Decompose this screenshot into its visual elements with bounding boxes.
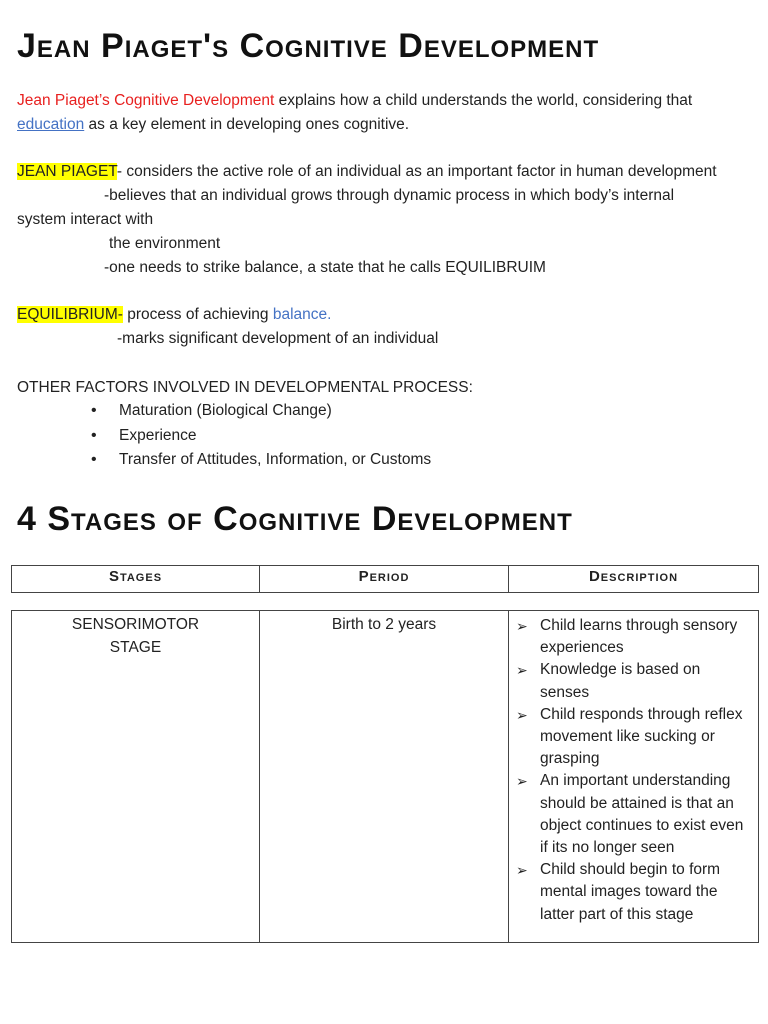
intro-highlight: Jean Piaget’s Cognitive Development xyxy=(17,92,275,109)
piaget-line-2: -believes that an individual grows through dynamic process in which body’s internal xyxy=(104,187,675,204)
balance-word: balance. xyxy=(272,306,332,323)
list-item: ➢ Child responds through reflex movement like sucking or grasping xyxy=(516,704,751,771)
stages-header-table xyxy=(11,565,759,593)
intro-paragraph xyxy=(17,91,692,111)
intro-text-1: explains how a child understands the world, considering that xyxy=(274,92,693,109)
list-item: • Maturation (Biological Change) xyxy=(91,399,431,424)
description-cell xyxy=(509,611,759,943)
equilibrium-line-1 xyxy=(17,305,331,325)
header-description: Description xyxy=(509,566,759,593)
list-item: ➢ Child should begin to form mental images toward the latter part of this stage xyxy=(516,859,751,926)
list-item: • Experience xyxy=(91,424,431,449)
stages-title: 4 Stages of Cognitive Development xyxy=(17,500,573,538)
equilibrium-label: EQUILIBRIUM- xyxy=(17,306,123,323)
intro-text-2: as a key element in developing ones cognitive. xyxy=(84,116,410,133)
page-title: Jean Piaget's Cognitive Development xyxy=(17,27,600,65)
list-item: ➢ An important understanding should be attained is that an object continues to exist even if its no longer seen xyxy=(516,770,751,859)
list-item: ➢ Child learns through sensory experiences xyxy=(516,615,751,659)
equilibrium-line-2: -marks significant development of an individual xyxy=(117,330,439,347)
header-period: Period xyxy=(260,566,509,593)
description-list xyxy=(510,612,757,928)
list-item: ➢ Knowledge is based on senses xyxy=(516,659,751,703)
stage-name-line1: SENSORIMOTOR xyxy=(71,616,200,633)
factors-list xyxy=(91,399,431,473)
piaget-line-4: the environment xyxy=(109,235,221,252)
stages-table xyxy=(11,610,759,943)
equilibrium-text: process of achieving xyxy=(122,306,273,323)
stage-name-line2: STAGE xyxy=(109,638,162,656)
list-item: • Transfer of Attitudes, Information, or Customs xyxy=(91,448,431,473)
education-link[interactable]: education xyxy=(17,116,85,133)
piaget-line-5: -one needs to strike balance, a state that he calls EQUILIBRUIM xyxy=(104,259,546,276)
piaget-line-3: system interact with xyxy=(17,211,154,228)
piaget-line-1 xyxy=(17,162,717,182)
piaget-label: JEAN PIAGET xyxy=(17,163,117,180)
table-row xyxy=(12,611,759,943)
period-cell: Birth to 2 years xyxy=(260,611,509,943)
intro-paragraph-line2 xyxy=(17,115,409,135)
header-stages: Stages xyxy=(12,566,260,593)
factors-heading: OTHER FACTORS INVOLVED IN DEVELOPMENTAL PROCESS: xyxy=(17,379,473,396)
stage-cell xyxy=(12,611,260,943)
piaget-text-1: - considers the active role of an individual as an important factor in human development xyxy=(116,163,717,180)
